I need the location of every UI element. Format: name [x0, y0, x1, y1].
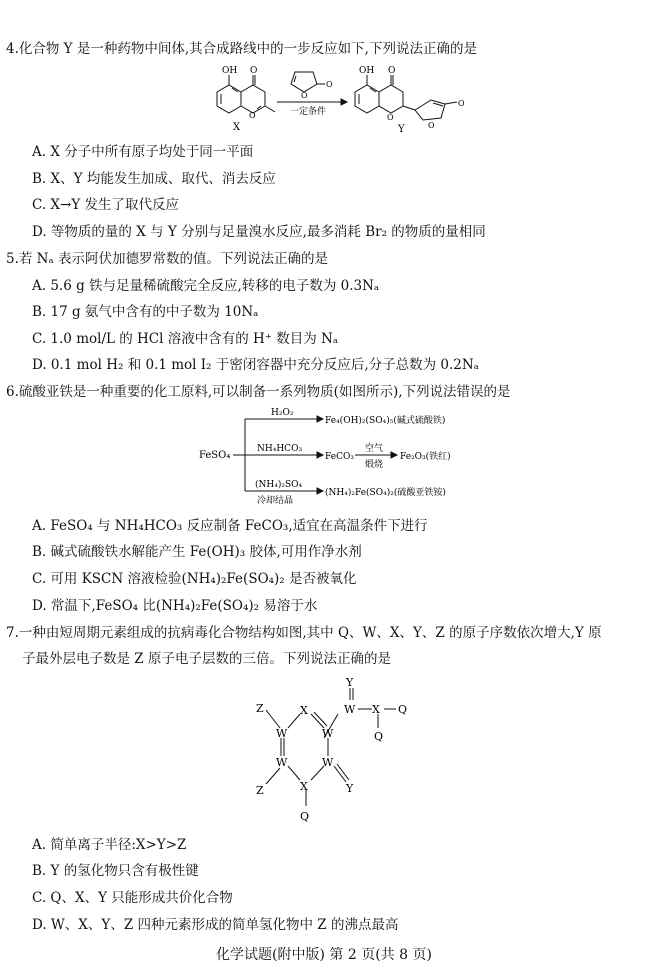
scheme-start: FeSO₄	[199, 450, 231, 461]
reaction-condition: 一定条件	[290, 107, 327, 117]
atom-w-left-top: W	[276, 727, 288, 740]
q4-option-a: A. X 分子中所有原子均处于同一平面	[32, 144, 254, 160]
atom-w-right-bottom: W	[322, 756, 334, 769]
q6-option-b: B. 碱式硫酸铁水解能产生 Fe(OH)₃ 胶体,可用作净水剂	[32, 544, 362, 560]
q5-option-a: A. 5.6 g 铁与足量稀硫酸完全反应,转移的电子数为 0.3Nₐ	[32, 278, 380, 294]
x-oh-label: OH	[222, 66, 238, 76]
scheme-reagent3: (NH₄)₂SO₄	[255, 480, 303, 490]
q6-option-a: A. FeSO₄ 与 NH₄HCO₃ 反应制备 FeCO₃,适宜在高温条件下进行	[32, 518, 428, 534]
q7-option-c: C. Q、X、Y 只能形成共价化合物	[32, 890, 233, 906]
atom-q-bottom: Q	[300, 810, 310, 823]
page-footer: 化学试题(附中版) 第 2 页(共 8 页)	[216, 947, 432, 963]
q7-option-d: D. W、X、Y、Z 四种元素形成的简单氢化物中 Z 的沸点最高	[32, 917, 399, 933]
atom-z-top: Z	[256, 702, 264, 715]
scheme-cond2-bottom: 煅烧	[365, 460, 384, 470]
scheme-product2: FeCO₃	[325, 452, 354, 462]
atom-y-top: Y	[346, 676, 354, 689]
scheme-cond2-top: 空气	[365, 444, 384, 454]
x-ring-o-label: O	[249, 111, 256, 120]
scheme-product2b: Fe₂O₃(铁红)	[400, 452, 451, 462]
molecule-y	[355, 75, 457, 120]
y-label: Y	[398, 124, 405, 135]
atom-q-down: Q	[374, 730, 384, 743]
q4-option-d: D. 等物质的量的 X 与 Y 分别与足量溴水反应,最多消耗 Br₂ 的物质的量相同	[32, 224, 486, 240]
molecule-x	[217, 75, 275, 113]
x-label: X	[233, 122, 241, 133]
q5-option-b: B. 17 g 氨气中含有的中子数为 10Nₐ	[32, 304, 259, 320]
atom-q-side: Q	[398, 703, 408, 716]
q6-scheme-diagram	[195, 405, 495, 505]
atom-w-left-bottom: W	[276, 756, 288, 769]
q7-option-b: B. Y 的氢化物只含有极性键	[32, 863, 199, 879]
y-ring-o-label: O	[387, 113, 394, 122]
atom-w-side: W	[344, 703, 356, 716]
scheme-product1: Fe₄(OH)₂(SO₄)₅(碱式硫酸铁)	[325, 416, 446, 426]
scheme-product3: (NH₄)₂Fe(SO₄)₂(硫酸亚铁铵)	[325, 488, 446, 498]
q4-option-b: B. X、Y 均能发生加成、取代、消去反应	[32, 171, 276, 187]
q4-stem: 4.化合物 Y 是一种药物中间体,其合成路线中的一步反应如下,下列说法正确的是	[6, 41, 477, 57]
scheme-reagent1: H₂O₂	[271, 408, 294, 418]
x-o-label: O	[250, 66, 258, 76]
atom-x-top: X	[300, 704, 308, 717]
atom-x-bottom: X	[300, 780, 308, 793]
q7-structure-diagram	[250, 674, 420, 834]
y-carbonyl-o-label: O	[458, 99, 465, 108]
q7-stem-line2: 子最外层电子数是 Z 原子电子层数的三倍。下列说法正确的是	[22, 651, 391, 667]
atom-z-bottom: Z	[256, 784, 264, 797]
atom-w-right-top: W	[322, 727, 334, 740]
q4-option-c: C. X→Y 发生了取代反应	[32, 197, 180, 213]
atom-x-side: X	[372, 703, 380, 716]
y-o-label: O	[388, 66, 396, 76]
reagent-o2-label: O	[326, 80, 333, 89]
q6-option-d: D. 常温下,FeSO₄ 比(NH₄)₂Fe(SO₄)₂ 易溶于水	[32, 598, 318, 614]
q4-reaction-diagram	[195, 62, 495, 138]
q5-stem: 5.若 Nₐ 表示阿伏加德罗常数的值。下列说法正确的是	[6, 251, 328, 267]
reaction-arrow	[277, 99, 347, 105]
q5-option-c: C. 1.0 mol/L 的 HCl 溶液中含有的 H⁺ 数目为 Nₐ	[32, 331, 339, 347]
q6-option-c: C. 可用 KSCN 溶液检验(NH₄)₂Fe(SO₄)₂ 是否被氧化	[32, 571, 357, 587]
reagent-butenolide	[291, 72, 325, 92]
y-oh-label: OH	[359, 66, 375, 76]
scheme-cond3: 冷却结晶	[257, 496, 294, 505]
scheme-reagent2: NH₄HCO₃	[257, 444, 303, 454]
y-lactone-o-label: O	[428, 121, 435, 130]
reagent-o-label: O	[301, 91, 308, 100]
q5-option-d: D. 0.1 mol H₂ 和 0.1 mol I₂ 于密闭容器中充分反应后,分子总数为 0.2Nₐ	[32, 357, 479, 373]
q6-stem: 6.硫酸亚铁是一种重要的化工原料,可以制备一系列物质(如图所示),下列说法错误的是	[6, 384, 511, 400]
atom-y-bottom: Y	[346, 782, 354, 795]
q7-option-a: A. 简单离子半径:X>Y>Z	[32, 837, 187, 853]
q7-stem-line1: 7.一种由短周期元素组成的抗病毒化合物结构如图,其中 Q、W、X、Y、Z 的原子序数依次增大,Y 原	[6, 625, 602, 641]
